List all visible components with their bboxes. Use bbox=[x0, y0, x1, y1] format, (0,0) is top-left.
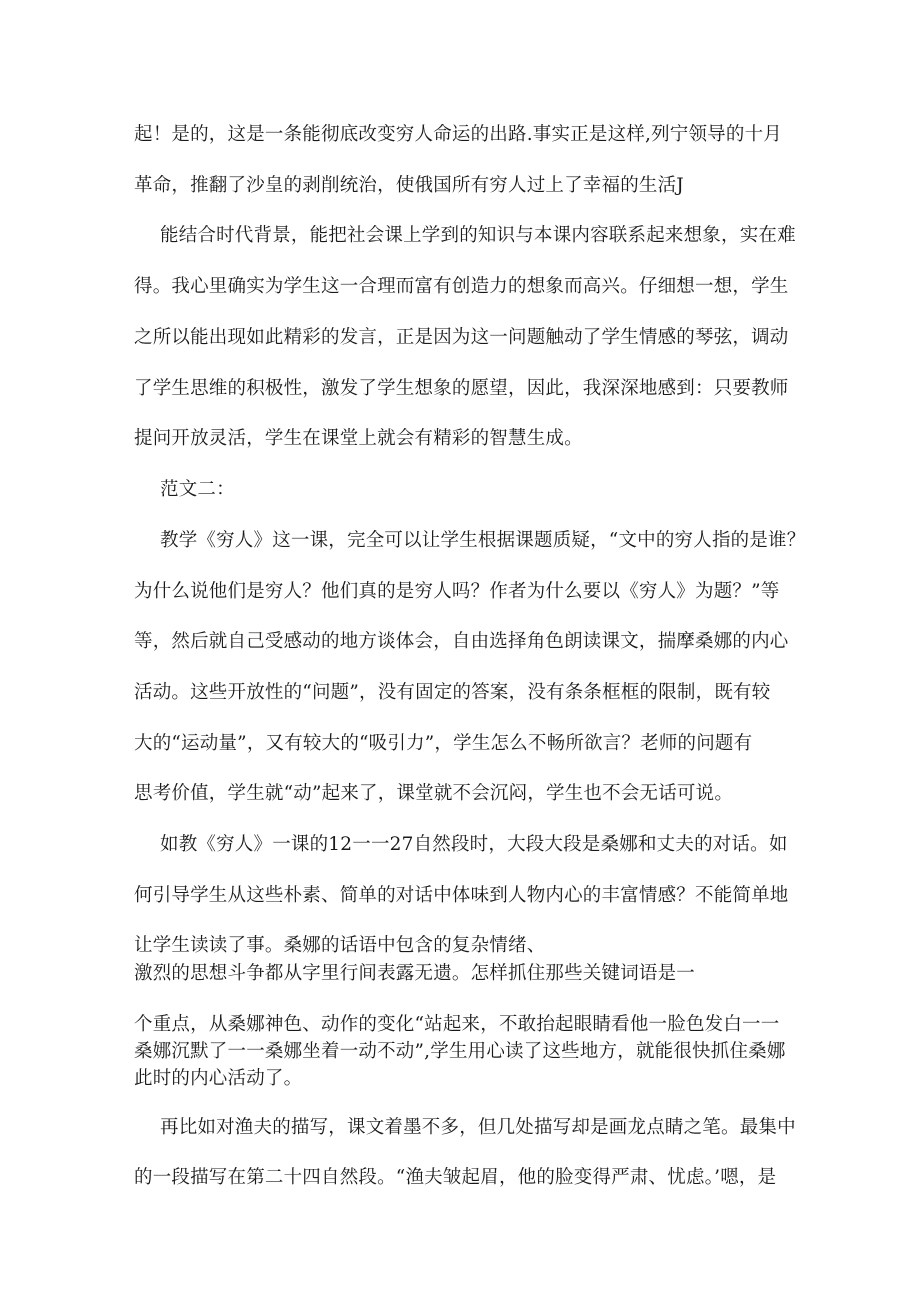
text-line: 思考价值，学生就“动”起来了，课堂就不会沉闷，学生也不会无话可说。 bbox=[134, 783, 734, 804]
paragraph-start-line: 再比如对渔夫的描写，课文着墨不多，但几处描写却是画龙点睛之笔。最集中 bbox=[160, 1117, 796, 1138]
paragraph-start-line: 如教《穷人》一课的12一一27自然段时，大段大段是桑娜和丈夫的对话。如 bbox=[160, 834, 788, 855]
text-line: 起！是的，这是一条能彻底改变穷人命运的出路.事实正是这样,列宁领导的十月 bbox=[134, 124, 782, 145]
section-heading: 范文二： bbox=[160, 479, 235, 500]
paragraph-start-line: 教学《穷人》这一课，完全可以让学生根据课题质疑，“文中的穷人指的是谁？ bbox=[160, 530, 806, 551]
text-line: 之所以能出现如此精彩的发言，正是因为这一问题触动了学生情感的琴弦，调动 bbox=[134, 327, 789, 348]
text-line: 大的“运动量”，又有较大的“吸引力”，学生怎么不畅所欲言？老师的问题有 bbox=[134, 733, 753, 754]
text-line: 为什么说他们是穷人？他们真的是穷人吗？作者为什么要以《穷人》为题？”等 bbox=[134, 581, 780, 602]
text-line: 桑娜沉默了一一桑娜坐着一动不动”,学生用心读了这些地方，就能很快抓住桑娜 bbox=[134, 1041, 786, 1062]
text-line: 激烈的思想斗争都从字里行间表露无遗。怎样抓住那些关键词语是一 bbox=[134, 963, 696, 984]
paragraph-start-line: 能结合时代背景，能把社会课上学到的知识与本课内容联系起来想象，实在难 bbox=[160, 225, 796, 246]
text-line: 个重点，从桑娜神色、动作的变化“站起来，不敢抬起眼睛看他一脸色发白一一 bbox=[134, 1014, 780, 1035]
text-line: 提问开放灵活，学生在课堂上就会有精彩的智慧生成。 bbox=[134, 428, 583, 449]
text-line: 让学生读读了事。桑娜的话语中包含的复杂情绪、 bbox=[134, 935, 546, 956]
text-line: 了学生思维的积极性，激发了学生想象的愿望，因此，我深深地感到：只要教师 bbox=[134, 378, 789, 399]
text-line: 的一段描写在第二十四自然段。“渔夫皱起眉，他的脸变得严肃、忧虑。’嗯，是 bbox=[134, 1167, 777, 1188]
text-line: 得。我心里确实为学生这一合理而富有创造力的想象而高兴。仔细想一想，学生 bbox=[134, 276, 789, 297]
text-line: 何引导学生从这些朴素、简单的对话中体味到人物内心的丰富情感？不能简单地 bbox=[134, 885, 789, 906]
text-line: 革命，推翻了沙皇的剥削统治，使俄国所有穷人过上了幸福的生活J bbox=[134, 175, 684, 196]
text-line: 等，然后就自己受感动的地方谈体会，自由选择角色朗读课文，揣摩桑娜的内心 bbox=[134, 631, 789, 652]
text-line: 活动。这些开放性的“问题”，没有固定的答案，没有条条框框的限制，既有较 bbox=[134, 682, 771, 703]
text-line: 此时的内心活动了。 bbox=[134, 1068, 303, 1089]
